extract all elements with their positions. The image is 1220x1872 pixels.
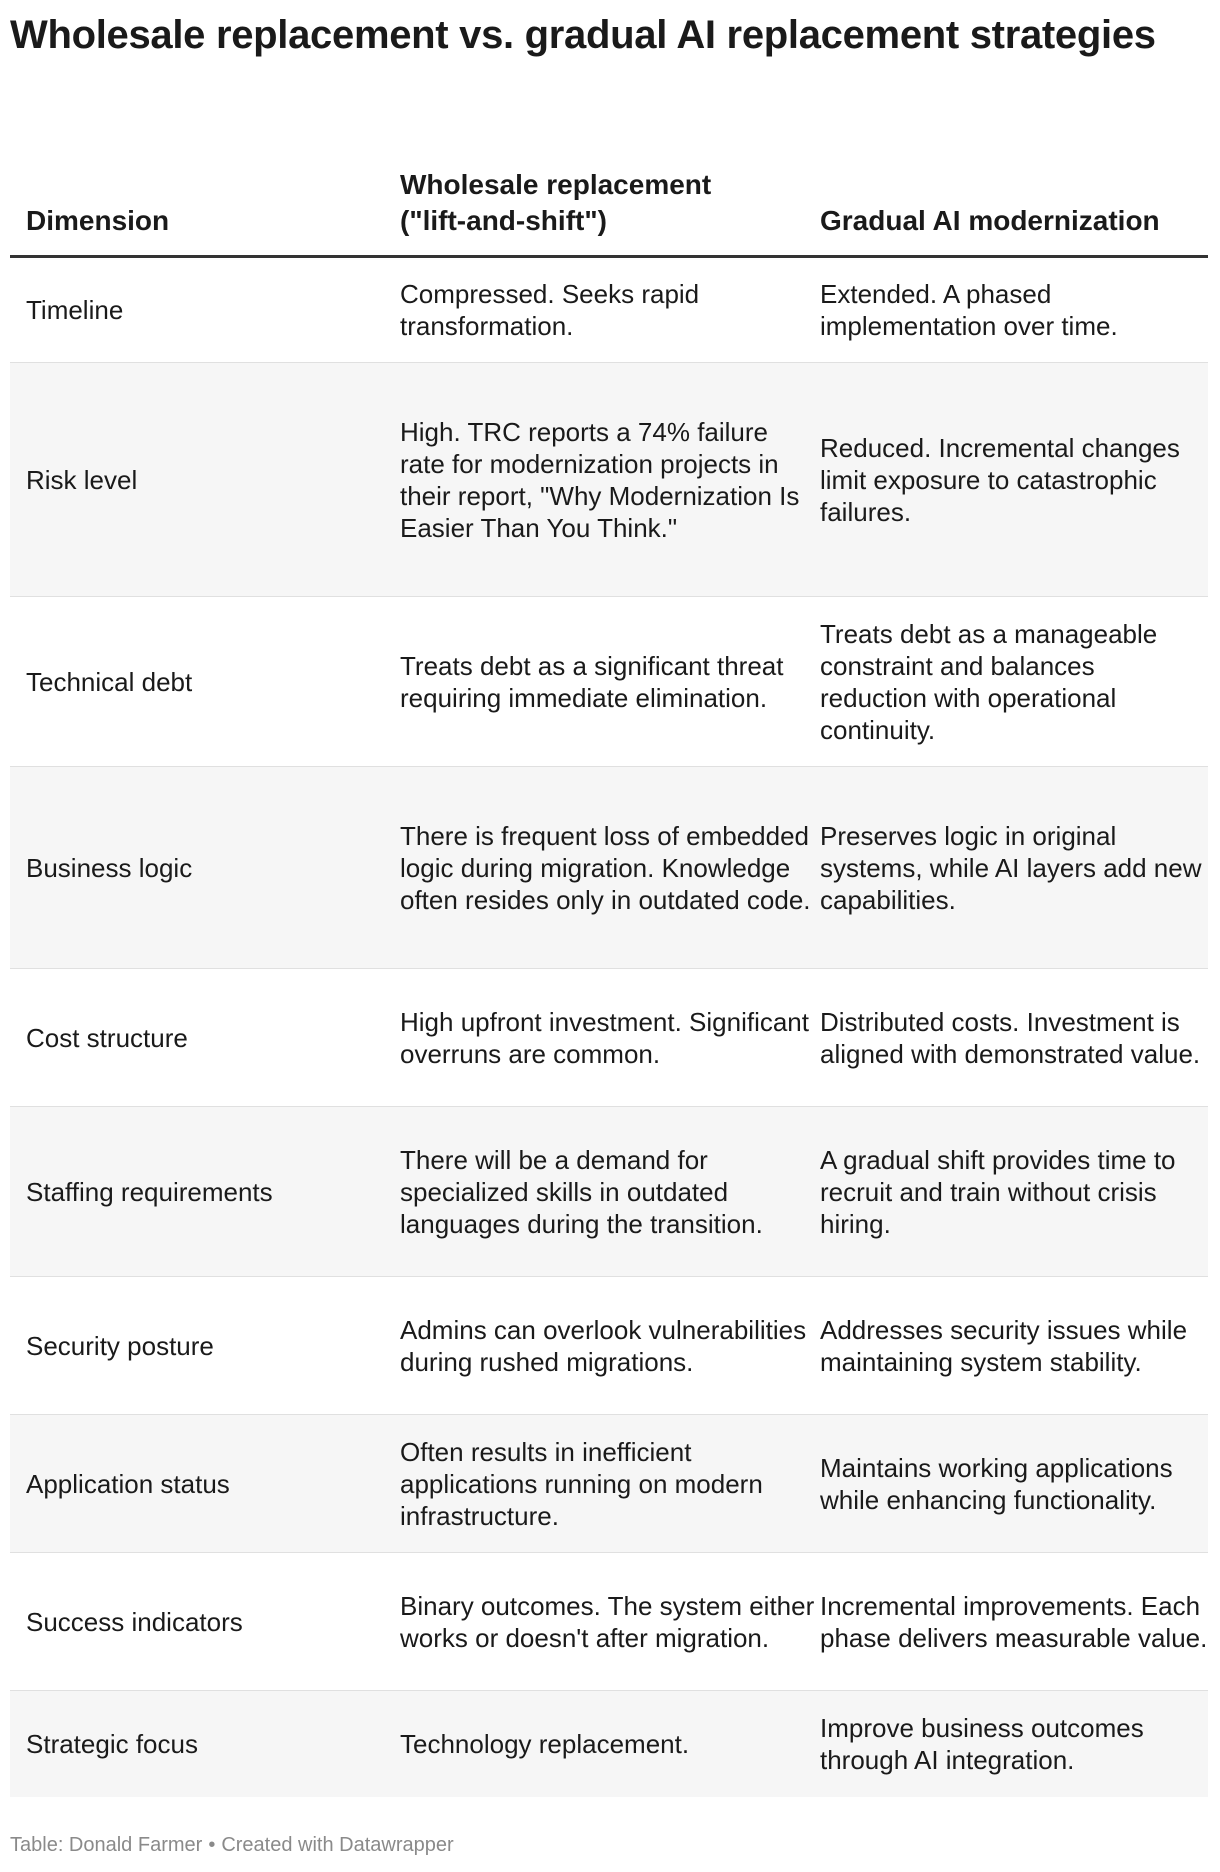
cell-gradual: Addresses security issues while maintaining system stability. bbox=[820, 1277, 1208, 1415]
cell-dimension: Technical debt bbox=[10, 597, 400, 767]
table-row bbox=[10, 363, 1208, 597]
cell-gradual: Distributed costs. Investment is aligned with demonstrated value. bbox=[820, 969, 1208, 1107]
cell-wholesale: Treats debt as a significant threat requiring immediate elimination. bbox=[400, 597, 820, 767]
cell-dimension: Success indicators bbox=[10, 1553, 400, 1691]
comparison-table bbox=[10, 161, 1208, 1797]
cell-dimension: Security posture bbox=[10, 1277, 400, 1415]
column-header-dimension: Dimension bbox=[10, 161, 400, 257]
cell-wholesale: Compressed. Seeks rapid transformation. bbox=[400, 257, 820, 363]
table-header-row bbox=[10, 161, 1208, 257]
table-row bbox=[10, 1107, 1208, 1277]
table-row bbox=[10, 1553, 1208, 1691]
cell-gradual: Reduced. Incremental changes limit exposure to catastrophic failures. bbox=[820, 363, 1208, 597]
column-header-wholesale-line1: Wholesale replacement bbox=[400, 169, 712, 200]
table-row bbox=[10, 1277, 1208, 1415]
column-header-wholesale-line2: ("lift-and-shift") bbox=[400, 205, 607, 236]
table-row bbox=[10, 1691, 1208, 1797]
footer-separator: • bbox=[208, 1834, 216, 1856]
footer-credit bbox=[10, 1832, 454, 1858]
cell-dimension: Staffing requirements bbox=[10, 1107, 400, 1277]
cell-dimension: Strategic focus bbox=[10, 1691, 400, 1797]
cell-dimension: Application status bbox=[10, 1415, 400, 1553]
cell-gradual: A gradual shift provides time to recruit and train without crisis hiring. bbox=[820, 1107, 1208, 1277]
column-header-wholesale bbox=[400, 161, 820, 257]
page-title: Wholesale replacement vs. gradual AI replacement strategies bbox=[10, 13, 1156, 57]
cell-gradual: Incremental improvements. Each phase delivers measurable value. bbox=[820, 1553, 1208, 1691]
table-row bbox=[10, 969, 1208, 1107]
cell-dimension: Cost structure bbox=[10, 969, 400, 1107]
cell-wholesale: There will be a demand for specialized skills in outdated languages during the transition. bbox=[400, 1107, 820, 1277]
cell-gradual: Preserves logic in original systems, while AI layers add new capabilities. bbox=[820, 767, 1208, 969]
cell-dimension: Timeline bbox=[10, 257, 400, 363]
cell-gradual: Improve business outcomes through AI integration. bbox=[820, 1691, 1208, 1797]
cell-dimension: Business logic bbox=[10, 767, 400, 969]
table-container bbox=[10, 0, 1208, 1775]
cell-wholesale: There is frequent loss of embedded logic during migration. Knowledge often resides only in outdated code. bbox=[400, 767, 820, 969]
cell-wholesale: High. TRC reports a 74% failure rate for modernization projects in their report, "Why Modernization Is Easier Than You Think." bbox=[400, 363, 820, 597]
footer-created-with: Created with Datawrapper bbox=[221, 1834, 454, 1856]
cell-gradual: Treats debt as a manageable constraint and balances reduction with operational continuity. bbox=[820, 597, 1208, 767]
cell-gradual: Extended. A phased implementation over time. bbox=[820, 257, 1208, 363]
cell-wholesale: Often results in inefficient applications running on modern infrastructure. bbox=[400, 1415, 820, 1553]
table-row bbox=[10, 257, 1208, 363]
cell-wholesale: Technology replacement. bbox=[400, 1691, 820, 1797]
cell-wholesale: Admins can overlook vulnerabilities during rushed migrations. bbox=[400, 1277, 820, 1415]
table-row bbox=[10, 597, 1208, 767]
table-row bbox=[10, 1415, 1208, 1553]
cell-gradual: Maintains working applications while enhancing functionality. bbox=[820, 1415, 1208, 1553]
table-row bbox=[10, 767, 1208, 969]
column-header-gradual: Gradual AI modernization bbox=[820, 161, 1208, 257]
cell-dimension: Risk level bbox=[10, 363, 400, 597]
cell-wholesale: High upfront investment. Significant overruns are common. bbox=[400, 969, 820, 1107]
cell-wholesale: Binary outcomes. The system either works or doesn't after migration. bbox=[400, 1553, 820, 1691]
footer-source: Table: Donald Farmer bbox=[10, 1834, 203, 1856]
